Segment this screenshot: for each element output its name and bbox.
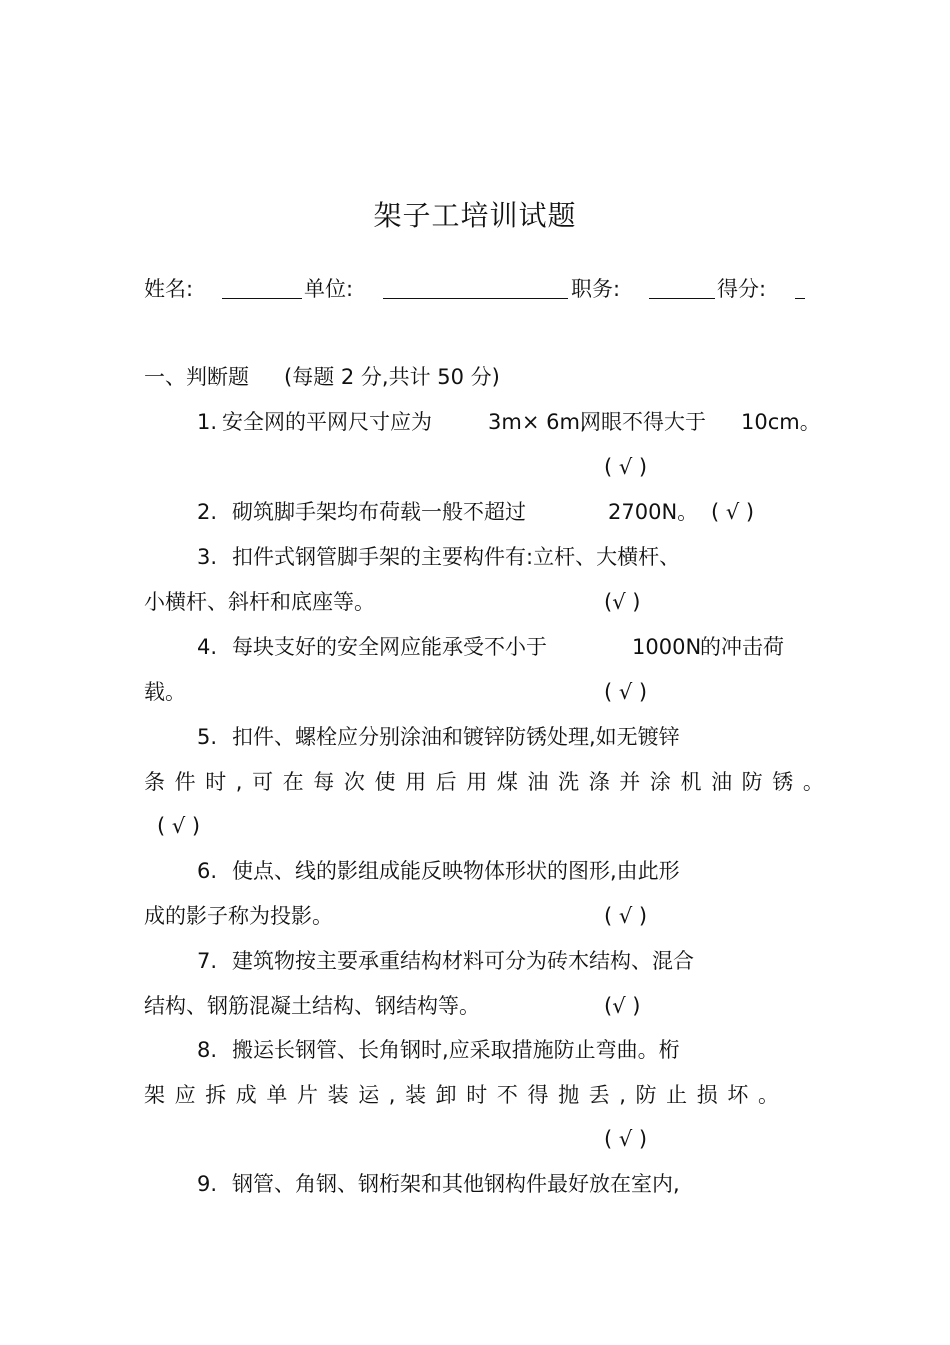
question-text: 3m× 6m, [488,410,587,434]
question-number: 5. [197,725,218,749]
question-text: 搬运长钢管、长角钢时,应采取措施防止弯曲。桁 [232,1038,680,1062]
score-blank[interactable] [795,298,805,299]
question-text: 结构、钢筋混凝土结构、钢结构等。 [144,994,480,1018]
question-text: 每块支好的安全网应能承受不小于 [232,635,547,659]
question-text: 2700N。 [608,500,699,524]
answer-mark: (√ ) [604,994,641,1018]
answer-mark: ( √ ) [157,814,201,838]
question-text: 建筑物按主要承重结构材料可分为砖木结构、混合 [232,949,694,973]
question-number: 1. [197,410,218,434]
unit-label: 单位: [304,277,354,301]
answer-mark: ( √ ) [604,904,648,928]
question-text: 扣件、螺栓应分别涂油和镀锌防锈处理,如无镀锌 [232,725,680,749]
question-number: 2. [197,500,218,524]
question-text: 钢管、角钢、钢桁架和其他钢构件最好放在室内, [232,1172,680,1196]
question-text: 的冲击荷 [700,635,784,659]
question-text: 小横杆、斜杆和底座等。 [144,590,375,614]
name-label: 姓名: [144,277,194,301]
question-text: 10cm。 [741,410,821,434]
question-number: 8. [197,1038,218,1062]
page-title: 架子工培训试题 [373,199,577,232]
question-text: 扣件式钢管脚手架的主要构件有:立杆、大横杆、 [232,545,681,569]
unit-blank[interactable] [383,298,568,299]
question-text: 网眼不得大于 [580,410,706,434]
question-text: 使点、线的影组成能反映物体形状的图形,由此形 [232,859,680,883]
question-number: 9. [197,1172,218,1196]
answer-mark: ( √ ) [604,1127,648,1151]
answer-mark: (√ ) [604,590,641,614]
name-blank[interactable] [222,298,302,299]
question-number: 6. [197,859,218,883]
question-number: 3. [197,545,218,569]
answer-mark: ( √ ) [604,680,648,704]
section-note: (每题 2 分,共计 50 分) [284,365,500,389]
answer-mark: ( √ ) [604,455,648,479]
question-text: 载。 [144,680,186,704]
question-text: 安全网的平网尺寸应为 [222,410,432,434]
question-text: 条件时,可在每次使用后用煤油洗涤并涂机油防锈。 [144,770,834,794]
question-number: 4. [197,635,218,659]
position-blank[interactable] [649,298,715,299]
score-label: 得分: [717,277,767,301]
question-text: 架应拆成单片装运,装卸时不得抛丢,防止损坏。 [144,1083,789,1107]
question-text: 成的影子称为投影。 [144,904,333,928]
position-label: 职务: [571,277,621,301]
question-number: 7. [197,949,218,973]
section-heading: 一、判断题 [144,365,249,389]
question-text: 1000N [632,635,702,659]
question-text: 砌筑脚手架均布荷载一般不超过 [232,500,526,524]
answer-mark: ( √ ) [711,500,755,524]
